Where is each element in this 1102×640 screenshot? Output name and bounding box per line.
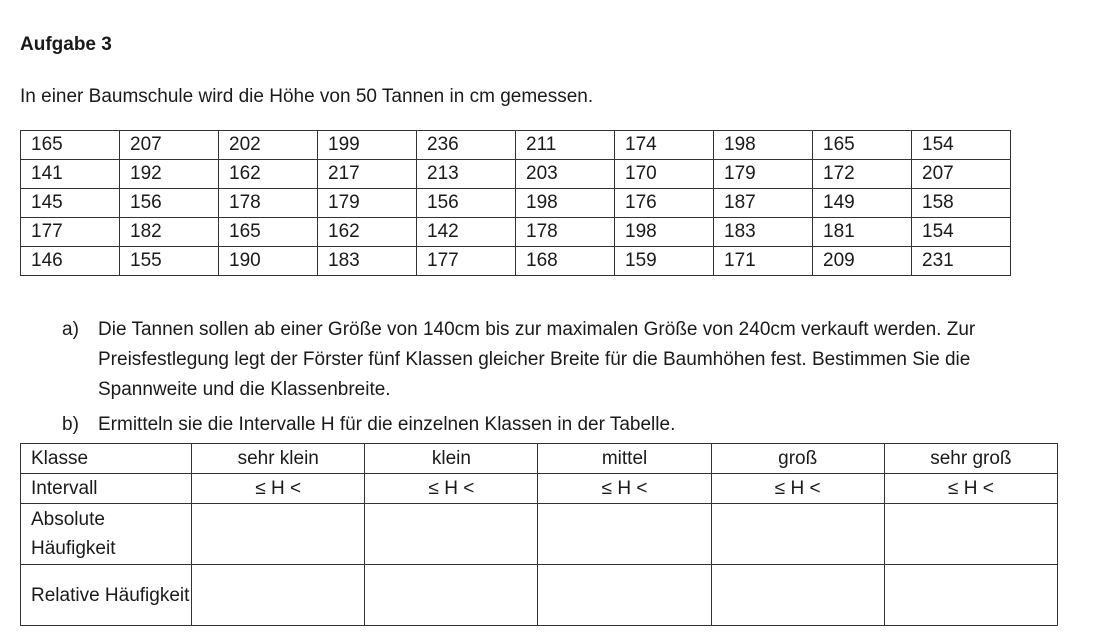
- row-label-absolute: Absolute Häufigkeit: [21, 504, 192, 565]
- absolute-frequency-cell[interactable]: [884, 504, 1057, 565]
- measurement-cell: 198: [516, 189, 615, 218]
- measurement-cell: 178: [516, 218, 615, 247]
- measurement-cell: 158: [912, 189, 1011, 218]
- measurement-cell: 168: [516, 247, 615, 276]
- measurement-cell: 174: [615, 131, 714, 160]
- absolute-frequency-cell[interactable]: [538, 504, 711, 565]
- measurement-row: [21, 247, 1011, 276]
- interval-cell[interactable]: ≤ H <: [884, 474, 1057, 504]
- measurement-cell: 179: [714, 160, 813, 189]
- relative-frequency-cell[interactable]: [538, 565, 711, 626]
- measurement-cell: 207: [912, 160, 1011, 189]
- measurement-cell: 199: [318, 131, 417, 160]
- interval-cell[interactable]: ≤ H <: [711, 474, 884, 504]
- task-b-text: Ermitteln sie die Intervalle H für die einzelnen Klassen in der Tabelle.: [98, 414, 676, 435]
- measurement-cell: 211: [516, 131, 615, 160]
- task-a: [62, 315, 998, 405]
- relative-frequency-cell[interactable]: [711, 565, 884, 626]
- class-row: [21, 444, 1058, 474]
- measurement-cell: 213: [417, 160, 516, 189]
- measurement-row: [21, 131, 1011, 160]
- class-name-cell: mittel: [538, 444, 711, 474]
- measurement-cell: 165: [813, 131, 912, 160]
- measurement-cell: 178: [219, 189, 318, 218]
- measurement-cell: 165: [21, 131, 120, 160]
- absolute-frequency-cell[interactable]: [365, 504, 538, 565]
- measurement-cell: 202: [219, 131, 318, 160]
- measurement-cell: 177: [417, 247, 516, 276]
- measurement-table: [20, 130, 1011, 276]
- class-name-cell: sehr groß: [884, 444, 1057, 474]
- task-title: Aufgabe 3: [20, 34, 112, 55]
- measurement-cell: 159: [615, 247, 714, 276]
- class-name-cell: sehr klein: [192, 444, 365, 474]
- relative-frequency-cell[interactable]: [365, 565, 538, 626]
- relative-frequency-row: [21, 565, 1058, 626]
- absolute-frequency-row: [21, 504, 1058, 565]
- measurement-cell: 187: [714, 189, 813, 218]
- measurement-cell: 171: [714, 247, 813, 276]
- measurement-cell: 156: [120, 189, 219, 218]
- measurement-cell: 183: [318, 247, 417, 276]
- measurement-cell: 162: [318, 218, 417, 247]
- row-label-relative: Relative Häufigkeit: [21, 565, 192, 626]
- measurement-cell: 172: [813, 160, 912, 189]
- class-table: [20, 443, 1058, 626]
- measurement-cell: 207: [120, 131, 219, 160]
- measurement-cell: 179: [318, 189, 417, 218]
- measurement-cell: 217: [318, 160, 417, 189]
- measurement-cell: 162: [219, 160, 318, 189]
- measurement-cell: 149: [813, 189, 912, 218]
- measurement-cell: 156: [417, 189, 516, 218]
- measurement-cell: 236: [417, 131, 516, 160]
- interval-cell[interactable]: ≤ H <: [365, 474, 538, 504]
- relative-frequency-cell[interactable]: [884, 565, 1057, 626]
- row-label-intervall: Intervall: [21, 474, 192, 504]
- measurement-cell: 154: [912, 218, 1011, 247]
- measurement-cell: 145: [21, 189, 120, 218]
- measurement-cell: 192: [120, 160, 219, 189]
- measurement-cell: 198: [615, 218, 714, 247]
- measurement-row: [21, 160, 1011, 189]
- measurement-row: [21, 189, 1011, 218]
- measurement-cell: 141: [21, 160, 120, 189]
- measurement-cell: 181: [813, 218, 912, 247]
- measurement-cell: 155: [120, 247, 219, 276]
- relative-frequency-cell[interactable]: [192, 565, 365, 626]
- measurement-cell: 176: [615, 189, 714, 218]
- interval-cell[interactable]: ≤ H <: [538, 474, 711, 504]
- measurement-cell: 198: [714, 131, 813, 160]
- measurement-cell: 182: [120, 218, 219, 247]
- measurement-cell: 142: [417, 218, 516, 247]
- measurement-cell: 165: [219, 218, 318, 247]
- absolute-frequency-cell[interactable]: [711, 504, 884, 565]
- measurement-cell: 170: [615, 160, 714, 189]
- measurement-cell: 146: [21, 247, 120, 276]
- measurement-cell: 231: [912, 247, 1011, 276]
- task-b: [62, 410, 998, 440]
- measurement-cell: 183: [714, 218, 813, 247]
- task-b-label: b): [62, 414, 79, 435]
- absolute-frequency-cell[interactable]: [192, 504, 365, 565]
- task-a-label: a): [62, 319, 79, 340]
- measurement-cell: 177: [21, 218, 120, 247]
- class-name-cell: groß: [711, 444, 884, 474]
- intro-text: In einer Baumschule wird die Höhe von 50 Tannen in cm gemessen.: [20, 86, 594, 107]
- interval-cell[interactable]: ≤ H <: [192, 474, 365, 504]
- measurement-cell: 190: [219, 247, 318, 276]
- row-label-klasse: Klasse: [21, 444, 192, 474]
- measurement-cell: 154: [912, 131, 1011, 160]
- measurement-cell: 203: [516, 160, 615, 189]
- task-a-text: Die Tannen sollen ab einer Größe von 140cm bis zur maximalen Größe von 240cm verkauft werden. Zur Preisfestlegung legt der Förster fünf Klassen gleicher Breite für die Baumhöhen fest. Bestimmen Sie die Spannweite und die Klassenbreite.: [98, 319, 976, 400]
- interval-row: [21, 474, 1058, 504]
- measurement-cell: 209: [813, 247, 912, 276]
- measurement-row: [21, 218, 1011, 247]
- class-name-cell: klein: [365, 444, 538, 474]
